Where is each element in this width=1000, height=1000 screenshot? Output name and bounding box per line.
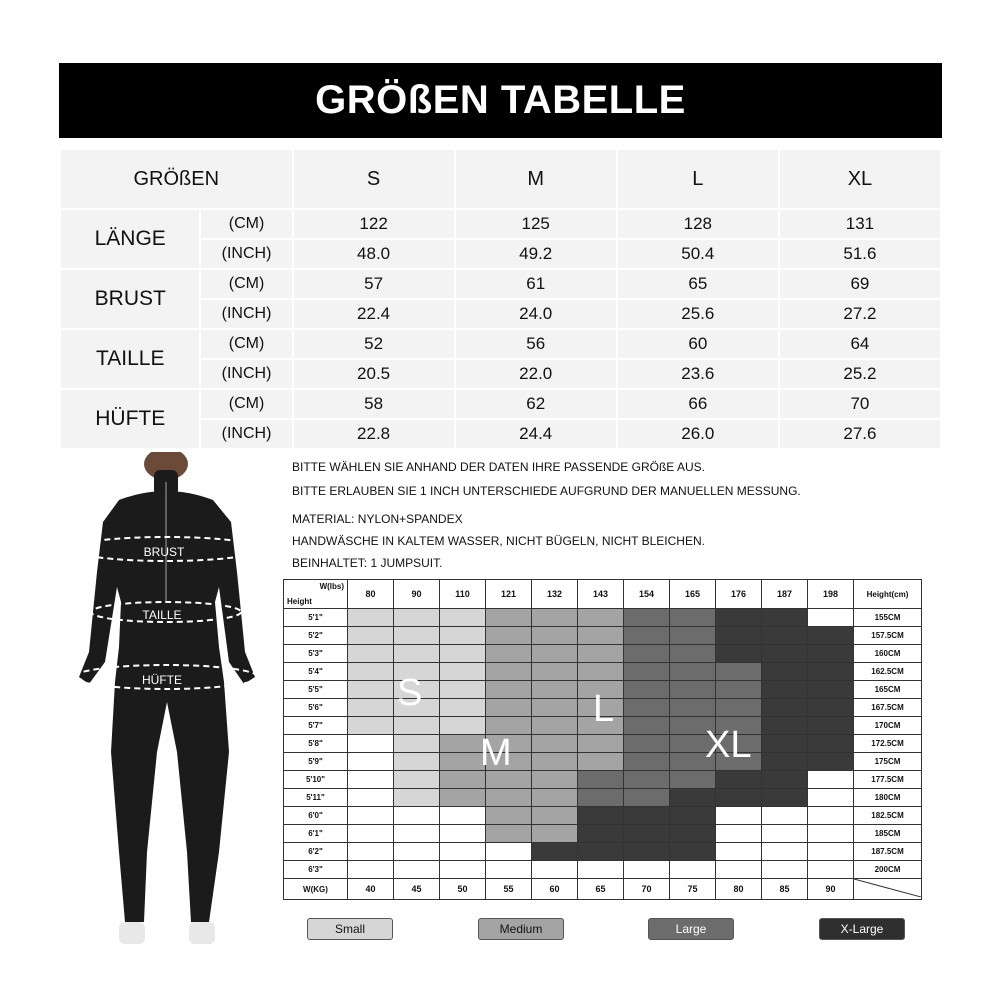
height-ft-label: 5'4" [284,663,348,681]
hw-cell [624,627,670,645]
hw-cell [486,843,532,861]
hw-cell [762,771,808,789]
size-s: S [293,149,455,209]
hw-row [284,843,922,861]
value-cell: 52 [293,329,455,359]
hw-cell [532,627,578,645]
kg-value: 85 [762,879,808,900]
hw-cell [670,699,716,717]
hw-cell [486,789,532,807]
hw-cell [532,807,578,825]
hw-cell [808,825,854,843]
hw-cell [762,825,808,843]
hw-cell [624,861,670,879]
value-cell: 66 [617,389,779,419]
height-ft-label: 6'0" [284,807,348,825]
hw-cell [578,861,624,879]
hw-cell [348,645,394,663]
group-huefte: HÜFTE [60,389,200,449]
value-cell: 58 [293,389,455,419]
hw-header-row [284,580,922,609]
height-cm-label: 187.5CM [854,843,922,861]
hw-cell [762,861,808,879]
hw-bottom-corner [854,879,922,900]
hw-cell [670,681,716,699]
height-ft-label: 5'9" [284,753,348,771]
hw-row [284,663,922,681]
hw-cell [486,627,532,645]
hw-cell [716,627,762,645]
height-ft-label: 6'2" [284,843,348,861]
hw-cell [624,645,670,663]
hw-cell [532,771,578,789]
lbs-header: 176 [716,580,762,609]
hw-cell [394,753,440,771]
unit-cell: (CM) [200,389,292,419]
hw-cell [440,771,486,789]
size-table-header [60,149,941,209]
hw-cell [670,663,716,681]
hw-cell [348,807,394,825]
hw-cell [532,843,578,861]
overlay-m: M [480,732,512,774]
value-cell: 22.4 [293,299,455,329]
group-laenge: LÄNGE [60,209,200,269]
hw-cell [578,753,624,771]
hw-cell [716,663,762,681]
note-line: BEINHALTET: 1 JUMPSUIT. [292,556,443,570]
hw-cell [440,699,486,717]
right-shoe [189,922,215,944]
value-cell: 69 [779,269,941,299]
lbs-header: 132 [532,580,578,609]
unit-cell: (CM) [200,329,292,359]
hw-cell [670,861,716,879]
height-cm-header: Height(cm) [854,580,922,609]
note-line: BITTE WÄHLEN SIE ANHAND DER DATEN IHRE PASSENDE GRÖßE AUS. [292,460,705,474]
hw-cell [716,843,762,861]
hw-cell [486,807,532,825]
value-cell: 56 [455,329,617,359]
hw-cell [716,681,762,699]
hw-cell [716,861,762,879]
left-shoe [119,922,145,944]
value-cell: 25.6 [617,299,779,329]
hw-cell [486,699,532,717]
size-m: M [455,149,617,209]
value-cell: 24.0 [455,299,617,329]
lbs-header: 198 [808,580,854,609]
hw-cell [716,771,762,789]
overlay-s: S [397,672,423,714]
value-cell: 131 [779,209,941,239]
hw-cell [532,645,578,663]
hw-cell [348,789,394,807]
hw-cell [486,609,532,627]
hw-cell [440,735,486,753]
legend-large: Large [648,918,734,940]
height-ft-label: 5'6" [284,699,348,717]
legend-xlarge: X-Large [819,918,905,940]
hw-cell [440,753,486,771]
hw-cell [578,807,624,825]
note-line: BITTE ERLAUBEN SIE 1 INCH UNTERSCHIEDE AUFGRUND DER MANUELLEN MESSUNG. [292,484,801,498]
hw-cell [716,789,762,807]
value-cell: 49.2 [455,239,617,269]
hw-cell [624,753,670,771]
size-table [59,148,942,450]
hw-cell [394,645,440,663]
hw-cell [486,861,532,879]
legend-small: Small [307,918,393,940]
hw-cell [486,645,532,663]
hw-cell [532,681,578,699]
hw-cell [440,717,486,735]
hw-cell [348,609,394,627]
value-cell: 70 [779,389,941,419]
hw-cell [808,645,854,663]
model-figure [59,452,274,952]
value-cell: 125 [455,209,617,239]
hw-cell [440,663,486,681]
hw-cell [394,627,440,645]
height-ft-label: 5'8" [284,735,348,753]
hw-cell [624,663,670,681]
lbs-header: 121 [486,580,532,609]
unit-cell: (INCH) [200,359,292,389]
unit-cell: (CM) [200,209,292,239]
height-ft-label: 5'11" [284,789,348,807]
hw-cell [532,753,578,771]
hw-cell [578,789,624,807]
overlay-xl: XL [705,724,752,766]
hw-cell [440,807,486,825]
value-cell: 60 [617,329,779,359]
hw-cell [532,663,578,681]
kg-label: W(KG) [284,879,348,900]
hw-cell [762,627,808,645]
hw-cell [348,681,394,699]
value-cell: 27.6 [779,419,941,449]
hw-cell [624,843,670,861]
hw-row [284,771,922,789]
lbs-header: 80 [348,580,394,609]
hw-cell [394,807,440,825]
height-cm-label: 200CM [854,861,922,879]
hw-cell [808,843,854,861]
hw-cell [394,789,440,807]
hw-cell [762,663,808,681]
unit-cell: (CM) [200,269,292,299]
height-ft-label: 5'7" [284,717,348,735]
hw-cell [578,645,624,663]
hw-cell [578,609,624,627]
hw-cell [624,609,670,627]
overlay-l: L [593,688,615,730]
hw-cell [578,825,624,843]
height-cm-label: 172.5CM [854,735,922,753]
hw-row [284,645,922,663]
hw-cell [808,789,854,807]
hw-row [284,789,922,807]
kg-value: 60 [532,879,578,900]
hw-cell [670,843,716,861]
hw-cell [394,825,440,843]
hw-cell [808,807,854,825]
value-cell: 51.6 [779,239,941,269]
hw-cell [486,825,532,843]
size-l: L [617,149,779,209]
hw-cell [394,843,440,861]
hw-cell [670,825,716,843]
hw-cell [486,663,532,681]
brust-label: BRUST [143,545,185,559]
hw-cell [808,861,854,879]
value-cell: 128 [617,209,779,239]
value-cell: 64 [779,329,941,359]
hw-cell [532,861,578,879]
hw-cell [670,645,716,663]
hw-cell [394,771,440,789]
hw-row [284,609,922,627]
hw-cell [762,789,808,807]
value-cell: 27.2 [779,299,941,329]
hw-cell [440,825,486,843]
kg-value: 45 [394,879,440,900]
unit-cell: (INCH) [200,239,292,269]
hw-cell [808,753,854,771]
height-cm-label: 182.5CM [854,807,922,825]
height-cm-label: 160CM [854,645,922,663]
hw-cell [532,825,578,843]
lbs-header: 187 [762,580,808,609]
height-ft-label: 6'3" [284,861,348,879]
hw-kg-row [284,879,922,900]
hw-cell [808,699,854,717]
hw-cell [808,609,854,627]
hw-cell [624,771,670,789]
hw-cell [670,807,716,825]
hw-cell [440,861,486,879]
hw-cell [716,609,762,627]
value-cell: 48.0 [293,239,455,269]
hw-cell [440,609,486,627]
height-cm-label: 177.5CM [854,771,922,789]
hw-cell [624,807,670,825]
hw-cell [394,717,440,735]
value-cell: 61 [455,269,617,299]
value-cell: 62 [455,389,617,419]
kg-value: 65 [578,879,624,900]
hw-cell [808,681,854,699]
hw-row [284,807,922,825]
height-weight-chart [283,579,922,900]
page-title: GRÖßEN TABELLE [315,78,686,122]
hw-cell [624,699,670,717]
hw-cell [532,609,578,627]
hw-row [284,825,922,843]
hw-corner-h: Height [287,597,312,606]
value-cell: 65 [617,269,779,299]
hw-corner-w: W(lbs) [319,582,344,591]
hw-cell [624,735,670,753]
hw-cell [348,663,394,681]
hw-cell [624,825,670,843]
hw-cell [348,843,394,861]
hw-cell [762,735,808,753]
hw-cell [348,825,394,843]
huefte-label: HÜFTE [142,673,182,687]
hw-cell [578,771,624,789]
hw-cell [716,699,762,717]
value-cell: 26.0 [617,419,779,449]
height-cm-label: 155CM [854,609,922,627]
hw-cell [808,717,854,735]
group-taille: TAILLE [60,329,200,389]
hw-cell [578,627,624,645]
lbs-header: 110 [440,580,486,609]
table-row [60,269,941,299]
hw-row [284,861,922,879]
hw-cell [808,735,854,753]
hw-cell [348,627,394,645]
hw-cell [532,717,578,735]
hw-cell [624,681,670,699]
value-cell: 22.8 [293,419,455,449]
height-cm-label: 170CM [854,717,922,735]
kg-value: 50 [440,879,486,900]
hw-cell [670,627,716,645]
lbs-header: 90 [394,580,440,609]
kg-value: 55 [486,879,532,900]
hw-cell [348,699,394,717]
height-cm-label: 162.5CM [854,663,922,681]
value-cell: 50.4 [617,239,779,269]
hw-cell [348,753,394,771]
hw-cell [440,627,486,645]
hw-cell [762,717,808,735]
title-banner [59,63,942,138]
value-cell: 24.4 [455,419,617,449]
note-line: HANDWÄSCHE IN KALTEM WASSER, NICHT BÜGELN, NICHT BLEICHEN. [292,534,705,548]
value-cell: 23.6 [617,359,779,389]
table-row [60,389,941,419]
value-cell: 20.5 [293,359,455,389]
hw-cell [440,789,486,807]
hw-cell [578,663,624,681]
taille-label: TAILLE [142,608,182,622]
hw-cell [762,753,808,771]
lbs-header: 143 [578,580,624,609]
note-line: MATERIAL: NYLON+SPANDEX [292,512,463,526]
height-ft-label: 6'1" [284,825,348,843]
hw-cell [440,681,486,699]
hw-cell [532,699,578,717]
kg-value: 40 [348,879,394,900]
hw-cell [532,789,578,807]
hw-cell [808,771,854,789]
hw-cell [716,645,762,663]
hw-cell [578,843,624,861]
lbs-header: 154 [624,580,670,609]
value-cell: 57 [293,269,455,299]
hw-row [284,735,922,753]
hw-cell [670,609,716,627]
hw-cell [624,789,670,807]
hw-cell [762,645,808,663]
hw-cell [762,843,808,861]
hw-row [284,627,922,645]
hw-cell [348,717,394,735]
hw-cell [348,735,394,753]
unit-cell: (INCH) [200,299,292,329]
height-ft-label: 5'5" [284,681,348,699]
hw-cell [670,771,716,789]
hw-cell [394,735,440,753]
height-ft-label: 5'2" [284,627,348,645]
height-cm-label: 175CM [854,753,922,771]
hw-row [284,753,922,771]
height-ft-label: 5'1" [284,609,348,627]
hw-cell [624,717,670,735]
hw-cell [808,663,854,681]
hw-cell [348,771,394,789]
kg-value: 90 [808,879,854,900]
hw-cell [716,825,762,843]
height-cm-label: 165CM [854,681,922,699]
table-row [60,209,941,239]
value-cell: 122 [293,209,455,239]
hw-cell [762,807,808,825]
hw-cell [670,789,716,807]
group-brust: BRUST [60,269,200,329]
value-cell: 25.2 [779,359,941,389]
table-row [60,329,941,359]
hw-cell [762,609,808,627]
hw-cell [762,681,808,699]
hw-cell [440,843,486,861]
height-cm-label: 157.5CM [854,627,922,645]
unit-cell: (INCH) [200,419,292,449]
hw-cell [532,735,578,753]
size-header-label: GRÖßEN [60,149,293,209]
hw-cell [578,735,624,753]
hw-cell [440,645,486,663]
height-ft-label: 5'10" [284,771,348,789]
hw-cell [394,861,440,879]
value-cell: 22.0 [455,359,617,389]
kg-value: 75 [670,879,716,900]
hw-cell [348,861,394,879]
kg-value: 80 [716,879,762,900]
hw-corner [284,580,348,609]
size-xl: XL [779,149,941,209]
hw-cell [808,627,854,645]
hw-cell [394,609,440,627]
legend-medium: Medium [478,918,564,940]
height-cm-label: 180CM [854,789,922,807]
height-cm-label: 185CM [854,825,922,843]
hw-cell [762,699,808,717]
hw-cell [486,681,532,699]
hw-cell [716,807,762,825]
height-ft-label: 5'3" [284,645,348,663]
lbs-header: 165 [670,580,716,609]
kg-value: 70 [624,879,670,900]
height-cm-label: 167.5CM [854,699,922,717]
